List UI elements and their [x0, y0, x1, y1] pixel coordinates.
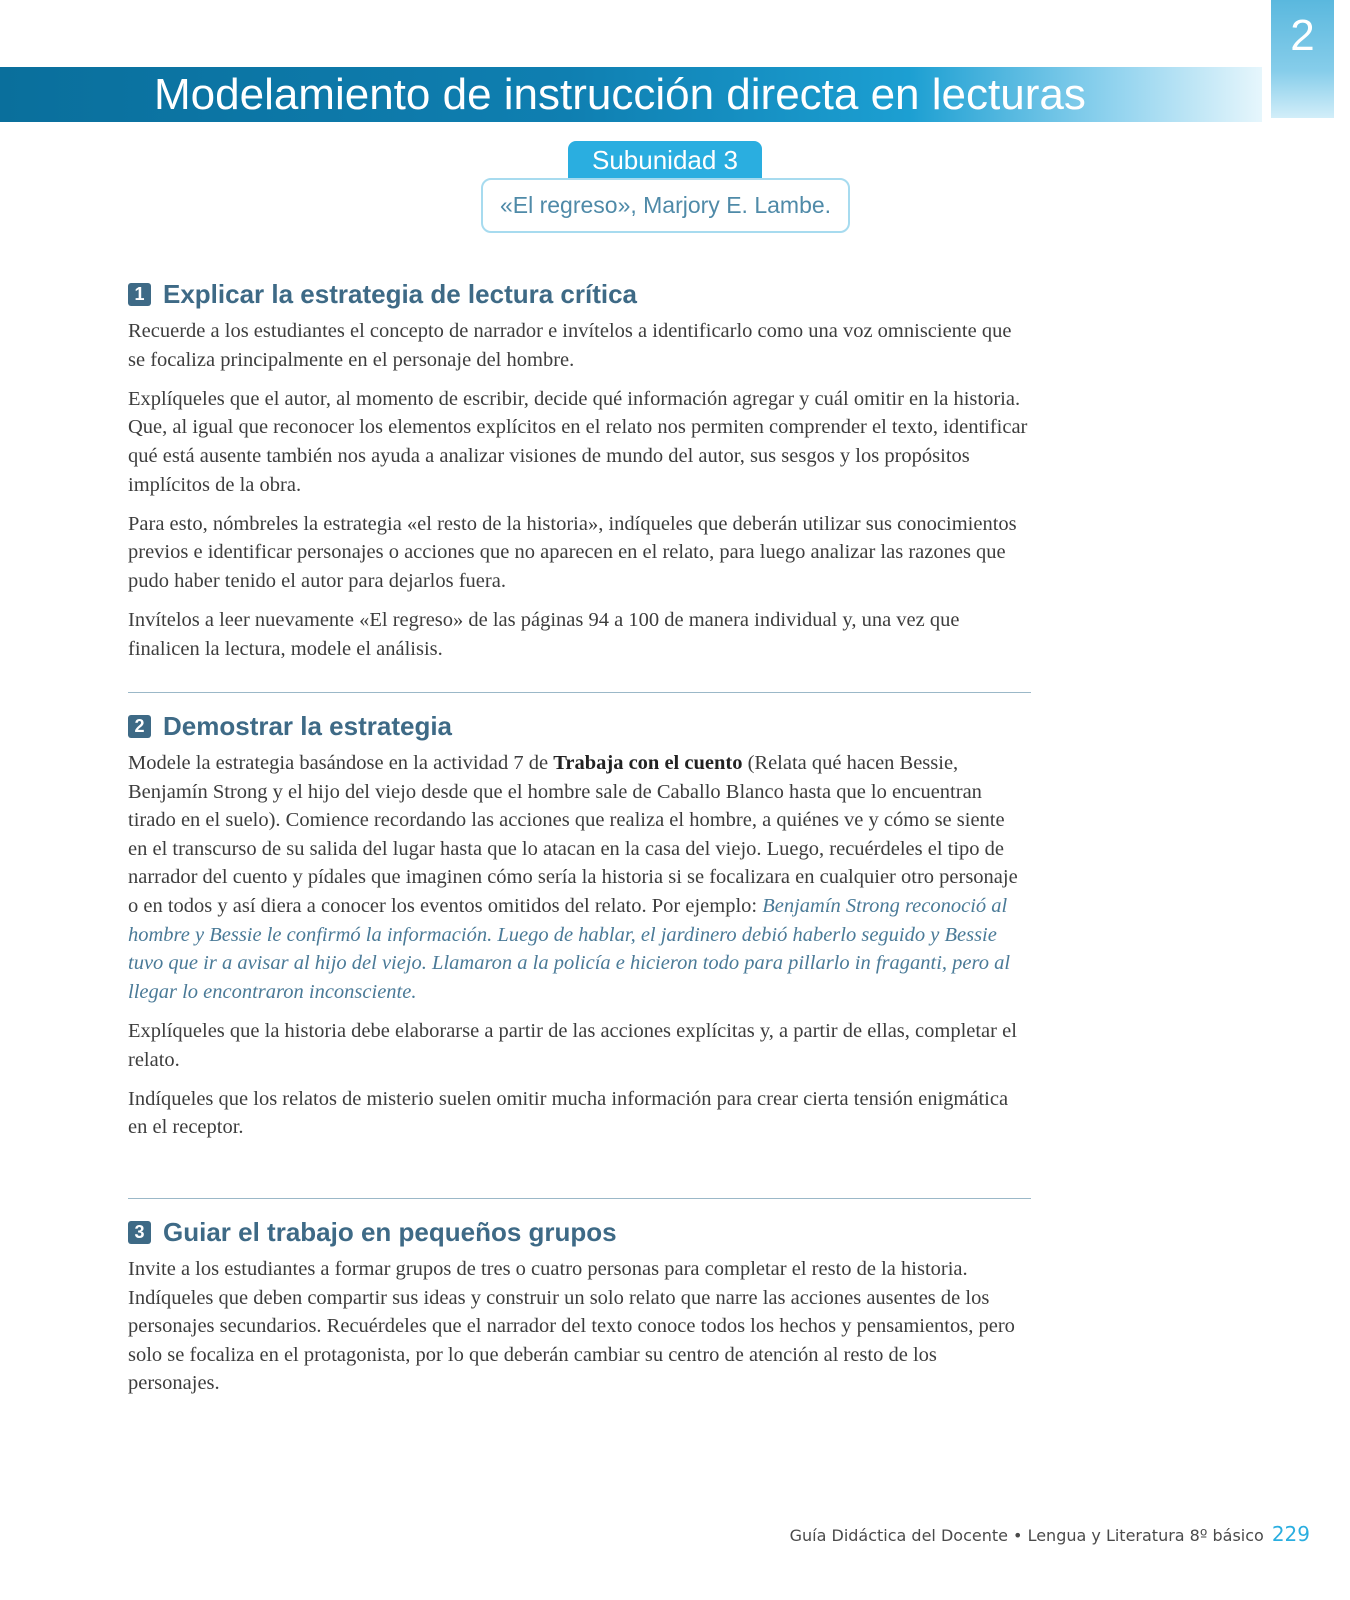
page-footer: [790, 1522, 1310, 1546]
paragraph: Invite a los estudiantes a formar grupos de tres o cuatro personas para completar el resto de la historia. Indíqueles que deben compartir sus ideas y construir un solo relato que narre las acciones ausentes de los personajes secundarios. Recuérdeles que el narrador del texto conoce todos los hechos y pensamientos, pero solo se focaliza en el protagonista, por lo que deberán cambiar su centro de atención al resto de los personajes.: [128, 1258, 1015, 1395]
page-title: Modelamiento de instrucción directa en lecturas: [154, 70, 1086, 119]
section-heading: [128, 1215, 1028, 1249]
section-heading: [128, 277, 1028, 311]
paragraph: Indíqueles que los relatos de misterio suelen omitir mucha información para crear cierta tensión enigmática en el receptor.: [128, 1087, 1009, 1139]
section-heading: [128, 709, 1028, 743]
reading-reference: «El regreso», Marjory E. Lambe.: [481, 178, 850, 233]
unit-number: 2: [1290, 11, 1315, 60]
section-number-badge: 1: [128, 283, 151, 306]
footer-text: Guía Didáctica del Docente • Lengua y Literatura 8º básico: [789, 1526, 1264, 1545]
paragraph: [128, 749, 1028, 1006]
section-1: [128, 277, 1028, 663]
activity-reference: Trabaja con el cuento: [553, 752, 743, 774]
paragraph-text: Modele la estrategia basándose en la actividad 7 de: [128, 752, 554, 774]
section-title: Explicar la estrategia de lectura crítica: [163, 278, 638, 309]
paragraph-text: (Relata qué hacen Bessie, Benjamín Strong y el hijo del viejo desde que el hombre sale de Caballo Blanco hasta que lo encuentran tirado en el suelo). Comience recordando las acciones que realiza el hombre, a quiénes ve y cómo se siente en el transcurso de su salida del lugar hasta que lo atacan en la casa del viejo. Luego, recuérdeles el tipo de narrador del cuento y pídales que imaginen cómo sería la historia si se focalizara en cualquier otro personaje o en todos y así diera a conocer los eventos omitidos del relato. Por ejemplo:: [128, 752, 1018, 917]
section-divider: [128, 692, 1031, 693]
section-title: Guiar el trabajo en pequeños grupos: [163, 1216, 617, 1247]
paragraph: Para esto, nómbreles la estrategia «el resto de la historia», indíqueles que deberán utilizar sus conocimientos previos e identificar personajes o acciones que no aparecen en el relato, para luego analizar las razones que pudo haber tenido el autor para dejarlos fuera.: [128, 512, 1017, 592]
section-number-badge: 2: [128, 715, 151, 738]
example-text: Benjamín Strong reconoció al hombre y Bessie le confirmó la información. Luego de hablar, el jardinero debió haberlo seguido y Bessie tuvo que ir a avisar al hijo del viejo. Llamaron a la policía e hicieron todo para pillarlo in fraganti, pero al llegar lo encontraron inconsciente.: [128, 894, 1011, 1003]
paragraph: Explíqueles que el autor, al momento de escribir, decide qué información agregar y cuál omitir en la historia. Que, al igual que reconocer los elementos explícitos en el relato nos permiten comprender el texto, identificar qué está ausente también nos ayuda a analizar visiones de mundo del autor, sus sesgos y los propósitos implícitos de la obra.: [128, 387, 1028, 496]
paragraph: Explíqueles que la historia debe elaborarse a partir de las acciones explícitas y, a partir de ellas, completar el relato.: [128, 1019, 1017, 1071]
section-title: Demostrar la estrategia: [163, 710, 453, 741]
paragraph: Recuerde a los estudiantes el concepto de narrador e invítelos a identificarlo como una voz omnisciente que se focaliza principalmente en el personaje del hombre.: [128, 320, 1012, 371]
section-2: [128, 709, 1028, 1142]
section-number-badge: 3: [128, 1221, 151, 1244]
subunit-label: Subunidad 3: [568, 141, 762, 179]
page-number: 229: [1271, 1522, 1310, 1546]
section-divider: [128, 1198, 1031, 1199]
paragraph: Invítelos a leer nuevamente «El regreso» de las páginas 94 a 100 de manera individual y, una vez que finalicen la lectura, modele el análisis.: [128, 609, 960, 660]
section-3: [128, 1215, 1028, 1398]
